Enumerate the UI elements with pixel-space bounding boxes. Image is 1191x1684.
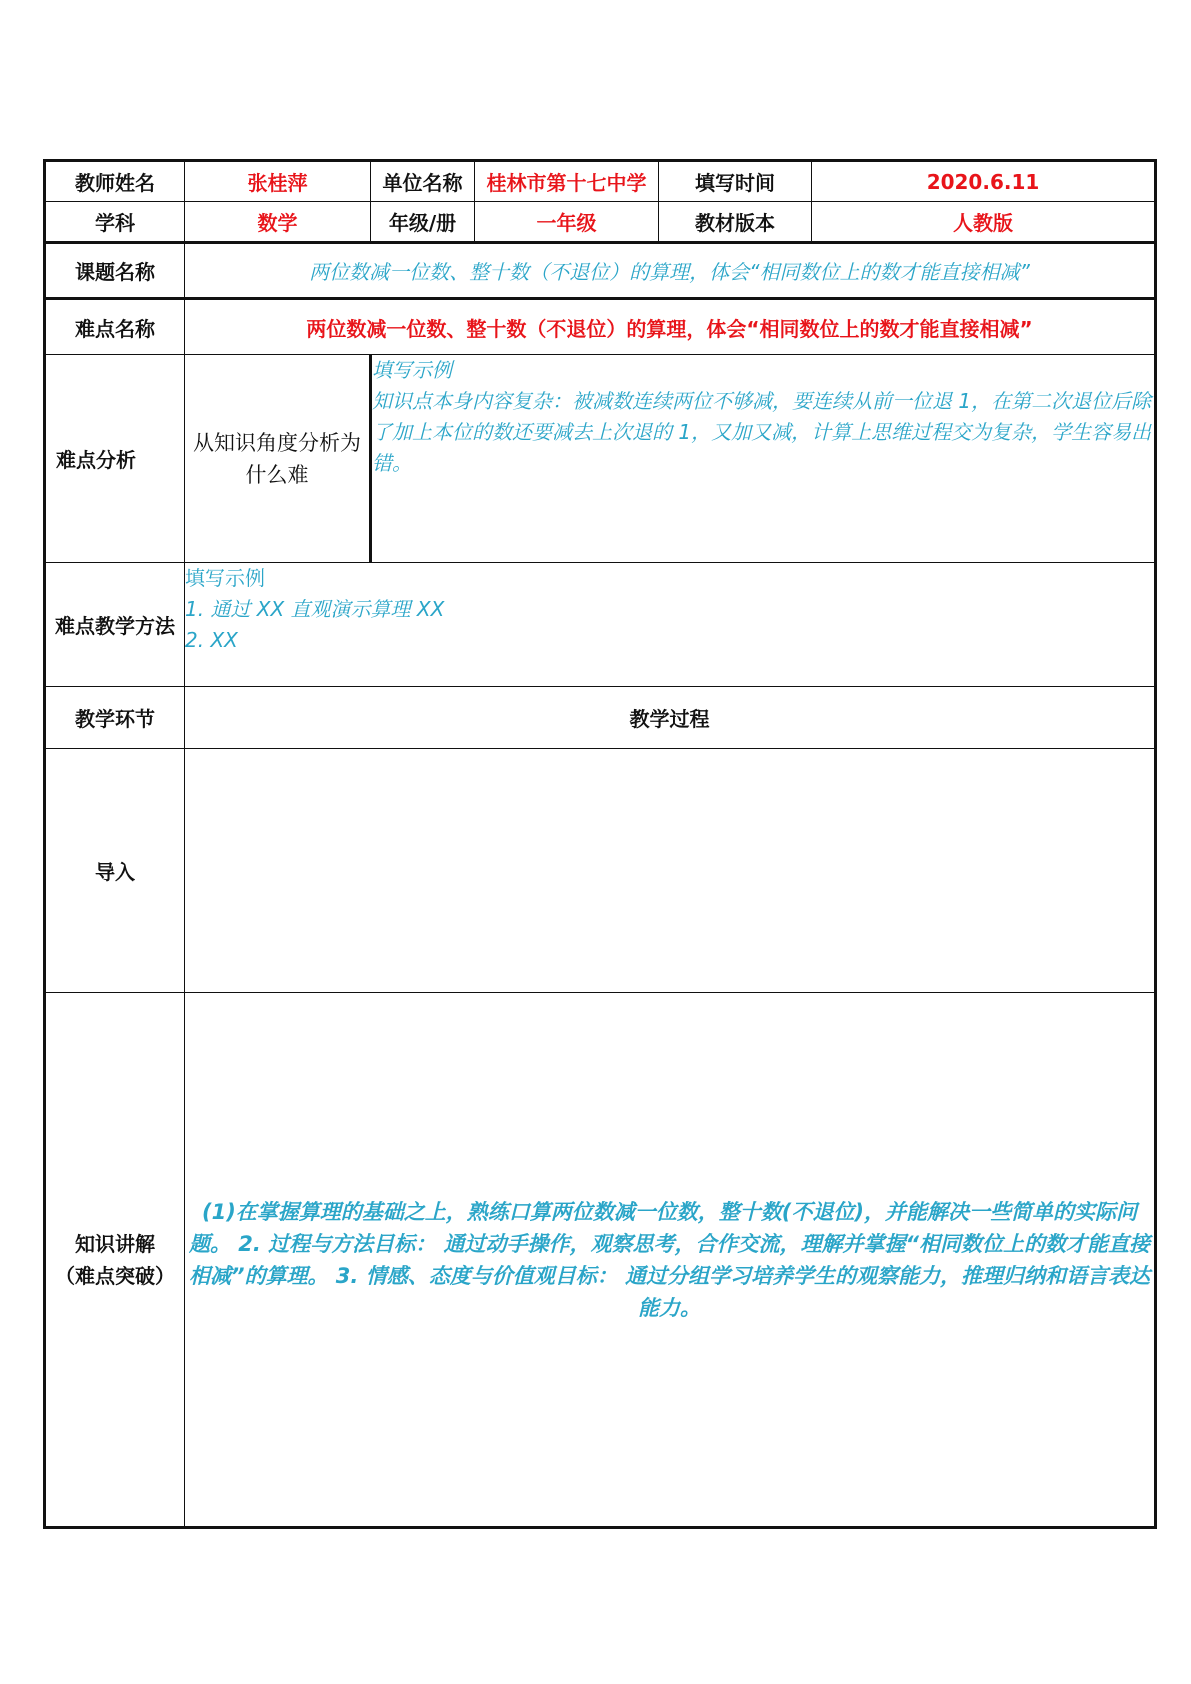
knowledge-label-line2: （难点突破） xyxy=(55,1263,175,1288)
edition-value: 人教版 xyxy=(812,202,1156,243)
method-item-2: 2. XX xyxy=(185,628,238,652)
difficulty-label: 难点名称 xyxy=(45,299,185,355)
unit-name-label: 单位名称 xyxy=(371,161,475,202)
subject-value: 数学 xyxy=(185,202,371,243)
subject-label: 学科 xyxy=(45,202,185,243)
method-content xyxy=(185,563,1156,687)
grade-label: 年级/册 xyxy=(371,202,475,243)
teacher-name-value: 张桂萍 xyxy=(185,161,371,202)
grade-value: 一年级 xyxy=(475,202,659,243)
knowledge-label xyxy=(45,993,185,1528)
analysis-example-text: 知识点本身内容复杂：被减数连续两位不够减，要连续从前一位退 1，在第二次退位后除了加上本位的数还要减去上次退的 1，又加又减，计算上思维过程交为复杂，学生容易出错。 xyxy=(372,389,1152,475)
intro-label: 导入 xyxy=(45,749,185,993)
analysis-example xyxy=(371,355,1156,563)
unit-name-value: 桂林市第十七中学 xyxy=(475,161,659,202)
analysis-sub-label: 从知识角度分析为什么难 xyxy=(185,355,371,563)
fill-date-value: 2020.6.11 xyxy=(812,161,1156,202)
intro-content xyxy=(185,749,1156,993)
method-item-1: 1. 通过 XX 直观演示算理 XX xyxy=(185,597,445,621)
edition-label: 教材版本 xyxy=(659,202,812,243)
fill-date-label: 填写时间 xyxy=(659,161,812,202)
method-example-title: 填写示例 xyxy=(185,566,265,590)
knowledge-content: (1)在掌握算理的基础之上，熟练口算两位数减一位数，整十数(不退位)，并能解决一些简单的实际问题。 2. 过程与方法目标： 通过动手操作，观察思考，合作交流，理解并掌握“相同数位上的数才能直接相减”的算理。 3. 情感、态度与价值观目标： 通过分组学习培养学生的观察能力，推理归纳和语言表达能力。 xyxy=(185,993,1156,1528)
stage-label: 教学环节 xyxy=(45,687,185,749)
method-label: 难点教学方法 xyxy=(45,563,185,687)
teacher-name-label: 教师姓名 xyxy=(45,161,185,202)
lesson-plan-table xyxy=(43,159,1157,1529)
topic-value: 两位数减一位数、整十数（不退位）的算理，体会“相同数位上的数才能直接相减” xyxy=(185,243,1156,299)
process-label: 教学过程 xyxy=(185,687,1156,749)
difficulty-value: 两位数减一位数、整十数（不退位）的算理，体会“相同数位上的数才能直接相减” xyxy=(185,299,1156,355)
topic-label: 课题名称 xyxy=(45,243,185,299)
analysis-example-title: 填写示例 xyxy=(372,358,452,382)
knowledge-label-line1: 知识讲解 xyxy=(75,1231,155,1256)
analysis-label: 难点分析 xyxy=(45,355,185,563)
